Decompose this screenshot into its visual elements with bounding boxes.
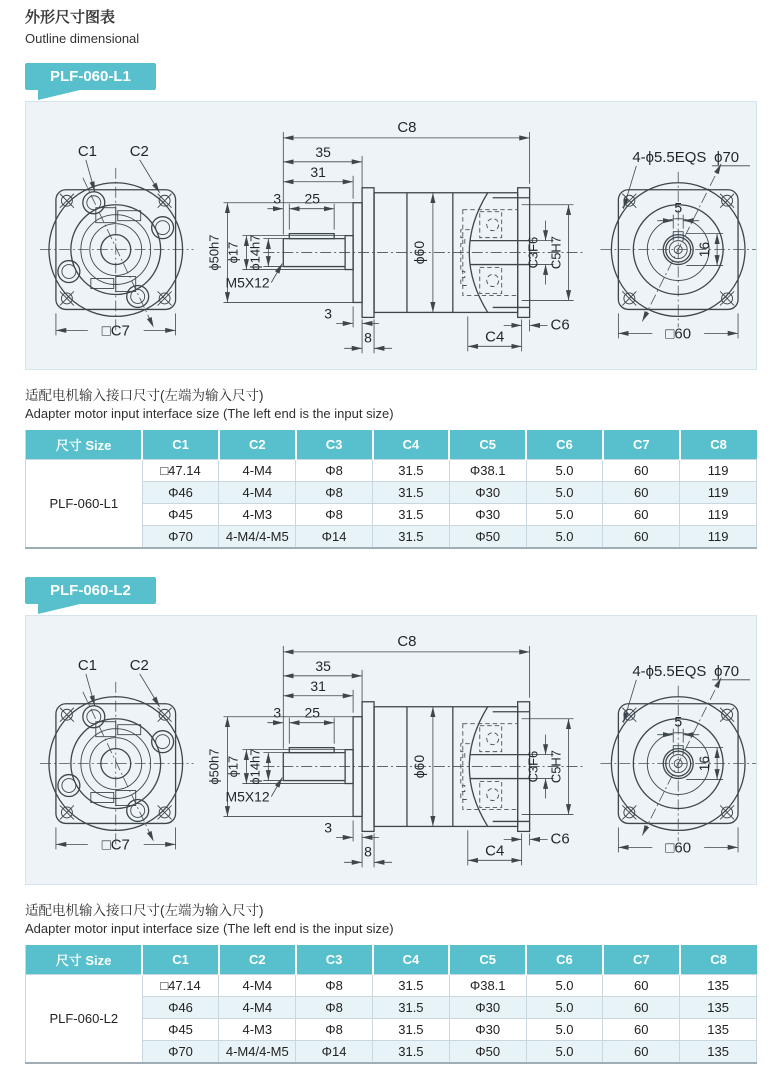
table-cell: 60: [603, 974, 680, 996]
table-cell: 4-M4: [219, 974, 296, 996]
label-dia17: ϕ17: [225, 241, 241, 264]
table-cell: 5.0: [526, 1040, 603, 1063]
label-31: 31: [310, 163, 326, 180]
col-header-c2: C2: [219, 430, 296, 460]
caption-cn-l2: 适配电机输入接口尺寸(左端为输入尺寸): [25, 902, 264, 918]
table-cell: Φ45: [142, 1018, 219, 1040]
col-header-size: 尺寸 Size: [26, 430, 143, 460]
table-cell: Φ50: [449, 1040, 526, 1063]
col-header-c3: C3: [296, 430, 373, 460]
label-4xdia5.5eqs: 4-ϕ5.5EQS: [632, 148, 707, 166]
table-cell: Φ30: [449, 504, 526, 526]
drawing-host-l2: [26, 616, 756, 883]
table-cell: 60: [603, 1018, 680, 1040]
label-dia14h7: ϕ14h7: [247, 748, 263, 785]
drawing-host-l1: [26, 102, 756, 369]
label-c2: C2: [129, 142, 149, 160]
section-plf-060-l2: [25, 577, 757, 1063]
table-header-row: [26, 430, 757, 460]
label-c1: C1: [77, 142, 97, 160]
table-cell: Φ8: [296, 974, 373, 996]
table-cell: 119: [680, 504, 757, 526]
label-dia60: ϕ60: [410, 240, 427, 265]
table-cell: 5.0: [526, 504, 603, 526]
label-3-key: 3: [273, 704, 282, 721]
col-header-c1: C1: [142, 945, 219, 975]
front-view: [40, 143, 194, 340]
label-35: 35: [315, 658, 331, 675]
table-cell: Φ14: [296, 1040, 373, 1063]
table-cell: 135: [680, 996, 757, 1018]
table-cell: 4-M4/4-M5: [219, 1040, 296, 1063]
table-cell: 31.5: [373, 526, 450, 549]
table-cell: 31.5: [373, 996, 450, 1018]
dimension-table-l1: [25, 430, 757, 549]
label-dia50h7: ϕ50h7: [206, 748, 222, 785]
label-dia60: ϕ60: [410, 755, 427, 779]
table-cell: 4-M4: [219, 460, 296, 482]
label-5: 5: [674, 199, 683, 216]
table-cell: Φ14: [296, 526, 373, 549]
table-cell: 5.0: [526, 460, 603, 482]
label-3-plate: 3: [324, 819, 333, 836]
label-25: 25: [304, 704, 320, 721]
table-cell: □47.14: [142, 460, 219, 482]
label-c3f6: C3F6: [525, 236, 541, 269]
label-c5h7: C5H7: [548, 236, 564, 270]
col-header-c7: C7: [603, 430, 680, 460]
model-cell: PLF-060-L2: [26, 974, 143, 1063]
col-header-c4: C4: [373, 945, 450, 975]
table-cell: 5.0: [526, 996, 603, 1018]
table-cell: 119: [680, 482, 757, 504]
table-cell: □47.14: [142, 974, 219, 996]
table-cell: 31.5: [373, 460, 450, 482]
table-cell: Φ50: [449, 526, 526, 549]
col-header-c2: C2: [219, 945, 296, 975]
rear-view: [600, 149, 756, 343]
caption-en-l1: Adapter motor input interface size (The left end is the input size): [25, 406, 394, 422]
front-view: [40, 657, 194, 854]
table-cell: 31.5: [373, 504, 450, 526]
side-view: [206, 119, 584, 353]
table-cell: Φ46: [142, 996, 219, 1018]
table-cell: 60: [603, 1040, 680, 1063]
table-cell: Φ8: [296, 996, 373, 1018]
table-header-row: [26, 945, 757, 975]
label-c1: C1: [77, 657, 97, 675]
outline-drawing: [26, 102, 756, 369]
table-cell: 4-M3: [219, 504, 296, 526]
label-c7: □C7: [101, 836, 130, 854]
table-cell: 60: [603, 504, 680, 526]
col-header-c6: C6: [526, 430, 603, 460]
section-plf-060-l1: [25, 63, 757, 549]
table-cell: 31.5: [373, 482, 450, 504]
label-c8: C8: [397, 633, 417, 651]
table-cell: 119: [680, 526, 757, 549]
table-cell: 135: [680, 1040, 757, 1063]
label-dia17: ϕ17: [225, 756, 241, 778]
table-cell: Φ8: [296, 482, 373, 504]
label-sq60: □60: [665, 839, 692, 857]
label-8: 8: [364, 843, 372, 860]
caption-en-l2: Adapter motor input interface size (The left end is the input size): [25, 920, 394, 936]
table-cell: 135: [680, 974, 757, 996]
outline-drawing: [26, 616, 756, 883]
table-cell: 31.5: [373, 1040, 450, 1063]
table-cell: Φ30: [449, 1018, 526, 1040]
label-dia70: ϕ70: [714, 663, 740, 681]
table-cell: Φ30: [449, 482, 526, 504]
table-cell: 135: [680, 1018, 757, 1040]
col-header-c1: C1: [142, 430, 219, 460]
label-c3f6: C3F6: [525, 751, 541, 783]
label-dia70: ϕ70: [714, 148, 740, 166]
label-16: 16: [696, 241, 713, 258]
model-cell: PLF-060-L1: [26, 460, 143, 549]
page-title-en: Outline dimensional: [25, 31, 140, 46]
side-view: [206, 633, 584, 867]
table-cell: 5.0: [526, 482, 603, 504]
col-header-c7: C7: [603, 945, 680, 975]
table-cell: 60: [603, 460, 680, 482]
label-3-plate: 3: [324, 305, 333, 322]
model-badge-l1: PLF-060-L1: [25, 63, 156, 90]
label-5: 5: [674, 713, 683, 730]
model-badge-l2: PLF-060-L2: [25, 577, 156, 604]
label-m5x12: M5X12: [225, 788, 270, 805]
table-cell: 4-M4/4-M5: [219, 526, 296, 549]
label-c2: C2: [129, 657, 149, 675]
rear-view: [600, 663, 756, 857]
table-cell: Φ8: [296, 460, 373, 482]
table-cell: 4-M4: [219, 482, 296, 504]
label-c6: C6: [550, 316, 570, 334]
label-c4: C4: [485, 842, 505, 860]
table-cell: Φ30: [449, 996, 526, 1018]
label-c6: C6: [550, 830, 570, 848]
drawing-box-l2: [25, 615, 757, 884]
table-cell: 119: [680, 460, 757, 482]
label-c5h7: C5H7: [548, 750, 564, 784]
label-c4: C4: [485, 328, 505, 346]
col-header-c3: C3: [296, 945, 373, 975]
col-header-c8: C8: [680, 430, 757, 460]
page-title-cn: 外形尺寸图表: [25, 9, 116, 26]
col-header-c8: C8: [680, 945, 757, 975]
table-row: [26, 460, 757, 482]
col-header-c5: C5: [449, 945, 526, 975]
label-3-key: 3: [273, 190, 282, 207]
table-cell: 31.5: [373, 974, 450, 996]
table-cell: 5.0: [526, 526, 603, 549]
table-cell: Φ38.1: [449, 460, 526, 482]
table-cell: Φ8: [296, 504, 373, 526]
table-cell: Φ45: [142, 504, 219, 526]
col-header-c6: C6: [526, 945, 603, 975]
label-dia50h7: ϕ50h7: [206, 234, 222, 271]
table-row: [26, 974, 757, 996]
label-4xdia5.5eqs: 4-ϕ5.5EQS: [632, 663, 707, 681]
table-cell: 5.0: [526, 974, 603, 996]
table-cell: 60: [603, 526, 680, 549]
table-cell: Φ46: [142, 482, 219, 504]
table-cell: 31.5: [373, 1018, 450, 1040]
label-16: 16: [696, 756, 713, 772]
table-cell: 4-M3: [219, 1018, 296, 1040]
caption-cn-l1: 适配电机输入接口尺寸(左端为输入尺寸): [25, 388, 264, 404]
label-dia14h7: ϕ14h7: [247, 234, 263, 271]
table-cell: 60: [603, 482, 680, 504]
label-25: 25: [304, 190, 320, 207]
label-m5x12: M5X12: [225, 274, 270, 291]
col-header-c5: C5: [449, 430, 526, 460]
table-cell: Φ38.1: [449, 974, 526, 996]
label-c8: C8: [397, 118, 417, 136]
table-cell: Φ70: [142, 1040, 219, 1063]
table-cell: Φ70: [142, 526, 219, 549]
label-c7: □C7: [101, 322, 130, 340]
table-cell: 4-M4: [219, 996, 296, 1018]
label-35: 35: [315, 143, 331, 160]
table-cell: Φ8: [296, 1018, 373, 1040]
table-cell: 5.0: [526, 1018, 603, 1040]
drawing-box-l1: [25, 101, 757, 370]
label-8: 8: [364, 329, 372, 346]
col-header-size: 尺寸 Size: [26, 945, 143, 975]
label-sq60: □60: [665, 325, 692, 343]
label-31: 31: [310, 678, 326, 695]
col-header-c4: C4: [373, 430, 450, 460]
table-cell: 60: [603, 996, 680, 1018]
